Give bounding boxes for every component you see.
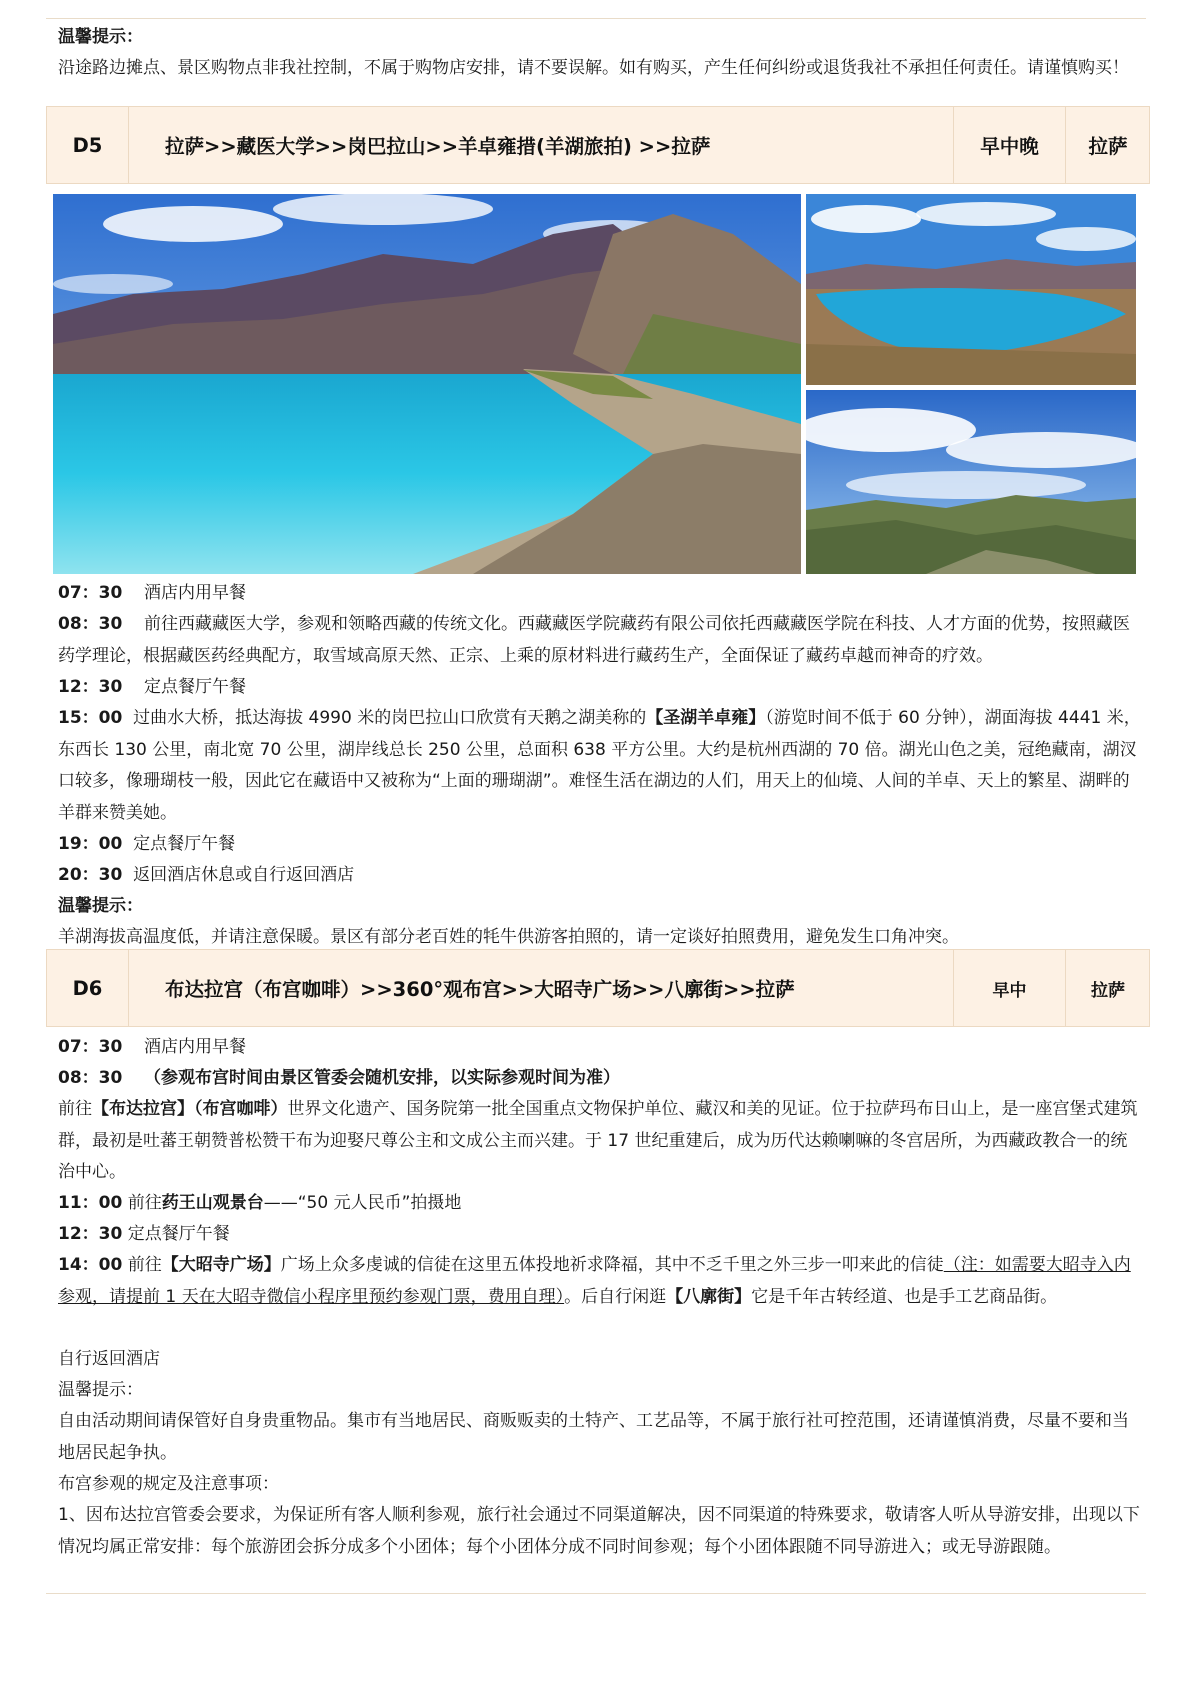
day5-header	[46, 106, 1150, 184]
day6-stay: 拉萨	[1091, 980, 1125, 1001]
d5-item-2: 08：30 前往西藏藏医大学，参观和领略西藏的传统文化。西藏藏医学院藏药有限公司依托西藏藏医学院在科技、人才方面的优势，按照藏医药学理论，根据藏医药经典配方，取雪域高原天然、正宗、上乘的原材料进行藏药生产，全面保证了藏药卓越而神奇的疗效。	[58, 614, 1130, 666]
d5-item-5: 19：00 定点餐厅午餐	[58, 834, 236, 854]
d6-jokhang-paragraph: 14：00 前往【大昭寺广场】广场上众多虔诚的信徒在这里五体投地祈求降福，其中不乏千里之外三步一叩来此的信徒（注：如需要大昭寺入内参观，请提前 1 天在大昭寺微信小程序里预约参观门票，费用自理）。后自行闲逛【八廓街】它是千年古转经道、也是手工艺商品街。	[58, 1255, 1131, 1307]
d6-rule-1: 1、因布达拉宫管委会要求，为保证所有客人顺利参观，旅行社会通过不同渠道解决，因不同渠道的特殊要求，敬请客人听从导游安排，出现以下情况均属正常安排：每个旅游团会拆分成多个小团体；每个小团体分成不同时间参观；每个小团体跟随不同导游进入；或无导游跟随。	[58, 1505, 1140, 1557]
mountain-valley-photo	[806, 390, 1136, 574]
tip-body: 沿途路边摊点、景区购物点非我社控制，不属于购物店安排，请不要误解。如有购买，产生任何纠纷或退货我社不承担任何责任。请谨慎购买！	[58, 58, 1129, 78]
day5-route: 拉萨>>藏医大学>>岗巴拉山>>羊卓雍措(羊湖旅拍) >>拉萨	[129, 107, 954, 183]
tip-title: 温馨提示：	[58, 27, 143, 47]
day6-meals: 早中	[954, 950, 1066, 1026]
lake-aerial-photo	[806, 194, 1136, 385]
day5-stay: 拉萨	[1088, 135, 1128, 158]
day6-header	[46, 949, 1150, 1027]
d6-item-5: 12：30 定点餐厅午餐	[58, 1224, 230, 1244]
d6-item-4: 11：00 前往药王山观景台——“50 元人民币”拍摄地	[58, 1193, 462, 1213]
d5-tip-body: 羊湖海拔高温度低，并请注意保暖。景区有部分老百姓的牦牛供游客拍照的，请一定谈好拍照费用，避免发生口角冲突。	[58, 927, 959, 947]
d6-item-1: 07：30 酒店内用早餐	[58, 1037, 246, 1057]
day6-label: D6	[47, 950, 129, 1026]
top-rule	[46, 18, 1146, 19]
d6-tip-title: 温馨提示：	[58, 1380, 143, 1400]
d5-item-1: 07：30 酒店内用早餐	[58, 583, 246, 603]
yamdrok-lake-photo	[53, 194, 801, 574]
d6-rules-title: 布宫参观的规定及注意事项：	[58, 1474, 279, 1494]
d5-item-4: 15：00 过曲水大桥，抵达海拔 4990 米的岗巴拉山口欣赏有天鹅之湖美称的【圣湖羊卓雍】（游览时间不低于 60 分钟），湖面海拔 4441 米，东西长 130 公里，南北宽 70 公里，湖岸线总长 250 公里，总面积 638 平方公里。大约是杭州西湖的 70 倍。湖光山色之美，冠绝藏南，湖汊口较多，像珊瑚枝一般，因此它在藏语中又被称为“上面的珊瑚湖”。难怪生活在湖边的人们，用天上的仙境、人间的羊卓、天上的繁星、湖畔的羊群来赞美她。	[58, 708, 1141, 823]
day5-label: D5	[47, 107, 129, 183]
d6-potala-paragraph: 前往【布达拉宫】（布宫咖啡）世界文化遗产、国务院第一批全国重点文物保护单位、藏汉和美的见证。位于拉萨玛布日山上，是一座宫堡式建筑群，最初是吐蕃王朝赞普松赞干布为迎娶尺尊公主和文成公主而兴建。于 17 世纪重建后，成为历代达赖喇嘛的冬宫居所，为西藏政教合一的统治中心。	[58, 1099, 1138, 1182]
day6-route: 布达拉宫（布宫咖啡）>>360°观布宫>>大昭寺广场>>八廓街>>拉萨	[129, 950, 954, 1026]
d6-return: 自行返回酒店	[58, 1349, 160, 1369]
d6-item-2: 08：30 （参观布宫时间由景区管委会随机安排，以实际参观时间为准）	[58, 1068, 620, 1088]
d6-tip-body: 自由活动期间请保管好自身贵重物品。集市有当地居民、商贩贩卖的土特产、工艺品等，不属于旅行社可控范围，还请谨慎消费，尽量不要和当地居民起争执。	[58, 1411, 1129, 1463]
day5-meals: 早中晚	[954, 107, 1066, 183]
d5-item-3: 12：30 定点餐厅午餐	[58, 677, 246, 697]
d5-item-6: 20：30 返回酒店休息或自行返回酒店	[58, 865, 355, 885]
d5-tip-title: 温馨提示：	[58, 896, 143, 916]
bottom-rule	[46, 1593, 1146, 1594]
